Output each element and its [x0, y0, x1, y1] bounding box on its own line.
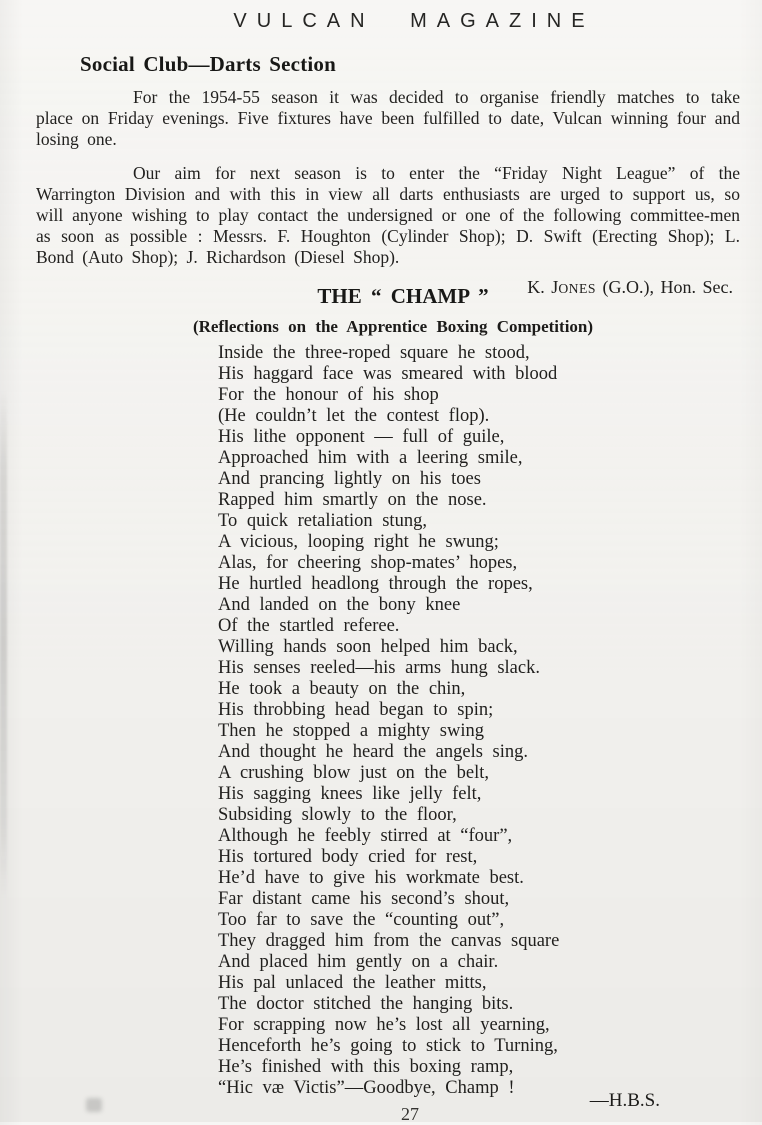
- poem-line: Approached him with a leering smile,: [218, 448, 523, 468]
- page-number: 27: [401, 1104, 419, 1124]
- poem-line: Then he stopped a mighty swing: [218, 721, 484, 741]
- poem-line: And placed him gently on a chair.: [218, 952, 499, 972]
- poem-line: A vicious, looping right he swung;: [218, 532, 499, 552]
- signature-prefix: K. J: [527, 277, 559, 297]
- scan-artifact-streak: [0, 390, 7, 900]
- poem-line: His throbbing head began to spin;: [218, 700, 494, 720]
- poem-line: His haggard face was smeared with blood: [218, 364, 558, 384]
- poem-author: —H.B.S.: [589, 1090, 660, 1111]
- poem-line: Of the startled referee.: [218, 616, 400, 636]
- poem-line: His tortured body cried for rest,: [218, 847, 478, 867]
- poem-title: THE “ CHAMP ”: [317, 284, 489, 308]
- poem-line: Far distant came his second’s shout,: [218, 889, 510, 909]
- darts-section-article: [36, 52, 740, 298]
- poem-line: Henceforth he’s going to stick to Turning,: [218, 1036, 558, 1056]
- article-paragraph: For the 1954-55 season it was decided to organise friendly matches to take place on Friday evenings. Five fixtures have been fulfilled to date, Vulcan winning four and losing one.: [36, 87, 740, 149]
- poem-line: He took a beauty on the chin,: [218, 679, 466, 699]
- article-heading: Social Club—Darts Section: [80, 52, 337, 76]
- poem-line: Although he feebly stirred at “four”,: [218, 826, 513, 846]
- poem-line: They dragged him from the canvas square: [218, 931, 560, 951]
- poem-line: “Hic væ Victis”—Goodbye, Champ !: [218, 1078, 515, 1098]
- poem-line: Alas, for cheering shop-mates’ hopes,: [218, 553, 518, 573]
- poem-line: Subsiding slowly to the floor,: [218, 805, 457, 825]
- poem-line: His sagging knees like jelly felt,: [218, 784, 482, 804]
- poem-line: For scrapping now he’s lost all yearning,: [218, 1015, 550, 1035]
- poem-line: His lithe opponent — full of guile,: [218, 427, 505, 447]
- poem-line: And landed on the bony knee: [218, 595, 461, 615]
- poem-line: He’d have to give his workmate best.: [218, 868, 524, 888]
- poem-line: For the honour of his shop: [218, 385, 439, 405]
- poem-line: (He couldn’t let the contest flop).: [218, 406, 490, 426]
- poem-body: [218, 343, 738, 1099]
- signature-name-smallcaps: ONES: [558, 281, 597, 296]
- poem-line: Willing hands soon helped him back,: [218, 637, 518, 657]
- poem-subtitle: (Reflections on the Apprentice Boxing Competition): [192, 317, 594, 336]
- poem-line: He’s finished with this boxing ramp,: [218, 1057, 514, 1077]
- poem-header: [36, 284, 740, 337]
- poem-line: To quick retaliation stung,: [218, 511, 427, 531]
- signature-suffix: (G.O.), Hon. Sec.: [596, 277, 733, 297]
- poem-line: A crushing blow just on the belt,: [218, 763, 489, 783]
- poem-line: He hurtled headlong through the ropes,: [218, 574, 533, 594]
- poem-line: Inside the three-roped square he stood,: [218, 343, 530, 363]
- poem-line: Rapped him smartly on the nose.: [218, 490, 487, 510]
- poem-line: His senses reeled—his arms hung slack.: [218, 658, 540, 678]
- poem-line: Too far to save the “counting out”,: [218, 910, 505, 930]
- poem-line: And prancing lightly on his toes: [218, 469, 481, 489]
- magazine-masthead: VULCAN MAGAZINE: [233, 10, 595, 32]
- poem-line: And thought he heard the angels sing.: [218, 742, 529, 762]
- poem-line: His pal unlaced the leather mitts,: [218, 973, 487, 993]
- article-paragraph: Our aim for next season is to enter the “Friday Night League” of the Warrington Division and with this in view all darts enthusiasts are urged to support us, so will anyone wishing to play contact the undersigned or one of the following committee-men as soon as possible : Messrs. F. Houghton (Cylinder Shop); D. Swift (Erecting Shop); L. Bond (Auto Shop); J. Richardson (Diesel Shop).: [36, 163, 740, 267]
- poem-line: The doctor stitched the hanging bits.: [218, 994, 514, 1014]
